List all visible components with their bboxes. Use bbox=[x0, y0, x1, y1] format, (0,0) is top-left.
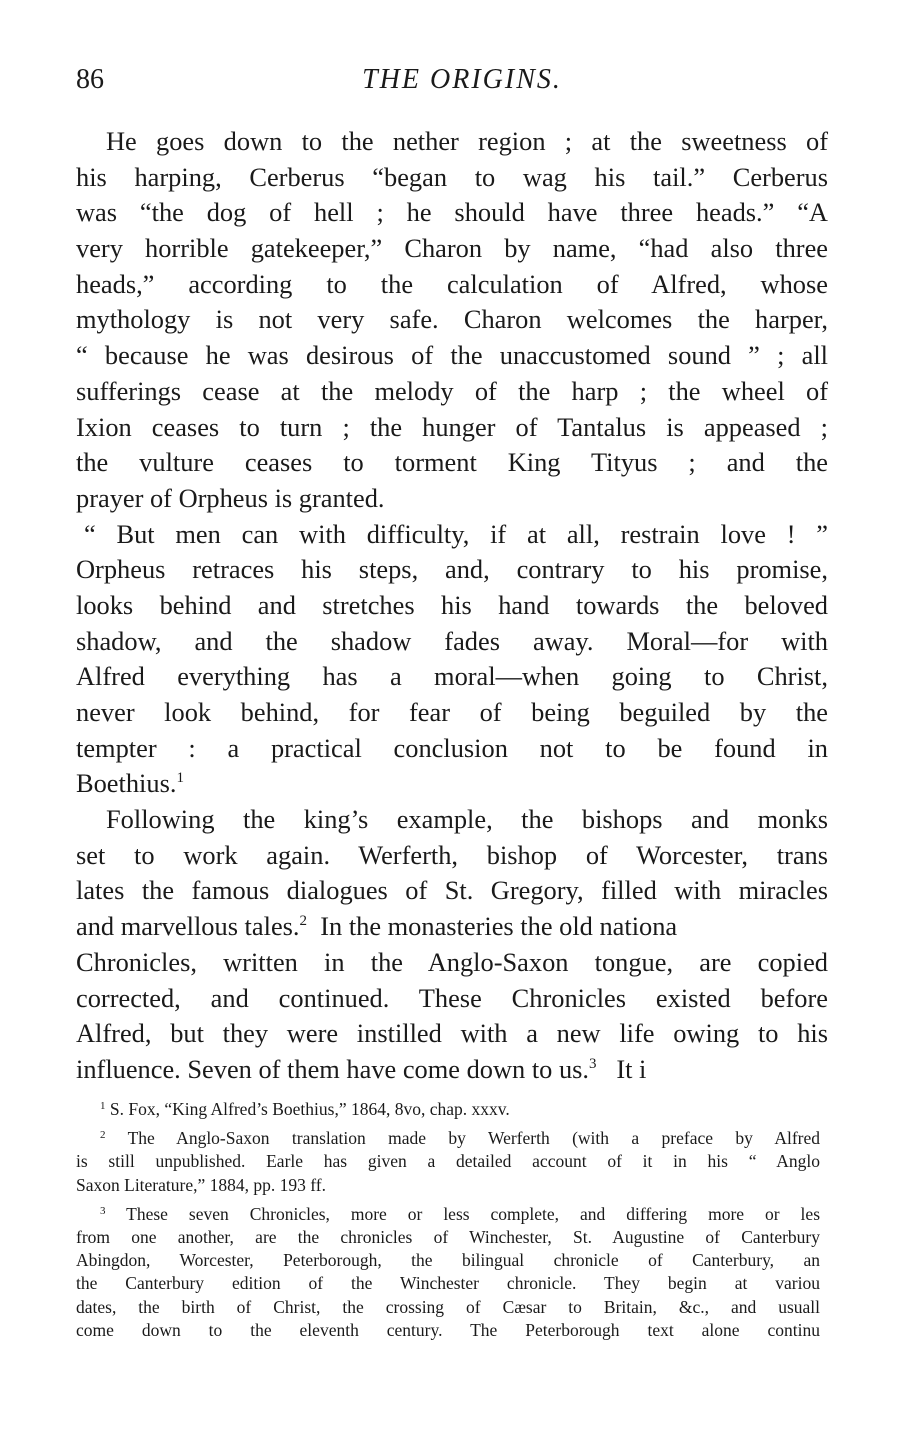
text-line: very horrible gatekeeper,” Charon by name, “had also three bbox=[76, 233, 828, 264]
footnote-1 bbox=[76, 1098, 820, 1121]
text-line: looks behind and stretches his hand towards the beloved bbox=[76, 589, 828, 620]
text-fragment: It i bbox=[616, 1053, 647, 1084]
text-line bbox=[76, 909, 828, 945]
text-line: his harping, Cerberus “began to wag his tail.” Cerberus bbox=[76, 161, 828, 192]
footnote-line: come down to the eleventh century. The Peterborough text alone continu bbox=[76, 1319, 820, 1340]
text-line: lates the famous dialogues of St. Gregory, filled with miracles bbox=[76, 875, 828, 906]
footnote-text: These seven Chronicles, more or less complete, and differing more or les bbox=[126, 1203, 820, 1224]
footnote-2 bbox=[76, 1127, 820, 1150]
page-header bbox=[76, 64, 828, 104]
footnote-line: Abingdon, Worcester, Peterborough, the bilingual chronicle of Canterbury, an bbox=[76, 1250, 820, 1271]
footnote-ref: 2 bbox=[299, 913, 308, 930]
footnotes bbox=[76, 1098, 820, 1342]
footnote-ref: 1 bbox=[176, 770, 184, 787]
text-line: mythology is not very safe. Charon welcomes the harper, bbox=[76, 304, 828, 335]
text-line: Ixion ceases to turn ; the hunger of Tantalus is appeased ; bbox=[76, 411, 828, 442]
text-line: set to work again. Werferth, bishop of Worcester, trans bbox=[76, 839, 828, 870]
text-line bbox=[76, 766, 828, 802]
text-line: was “the dog of hell ; he should have three heads.” “A bbox=[76, 197, 828, 228]
text-line: Orpheus retraces his steps, and, contrary to his promise, bbox=[76, 554, 828, 585]
text-line bbox=[76, 1052, 828, 1088]
text-fragment: influence. Seven of them have come down to us. bbox=[76, 1053, 590, 1084]
text-line: Chronicles, written in the Anglo-Saxon tongue, are copied bbox=[76, 946, 828, 977]
text-line: Alfred everything has a moral—when going to Christ, bbox=[76, 661, 828, 692]
text-line: “ But men can with difficulty, if at all, restrain love ! ” bbox=[84, 518, 828, 549]
footnote-marker: 3 bbox=[100, 1204, 106, 1217]
text-line: Following the king’s example, the bishops and monks bbox=[106, 804, 828, 835]
text-line: He goes down to the nether region ; at the sweetness of bbox=[106, 126, 828, 156]
footnote-line: the Canterbury edition of the Winchester chronicle. They begin at variou bbox=[76, 1273, 820, 1294]
text-line: shadow, and the shadow fades away. Moral—for with bbox=[76, 625, 828, 656]
footnote-text: S. Fox, “King Alfred’s Boethius,” 1864, 8vo, chap. xxxv. bbox=[109, 1099, 510, 1119]
text-line: never look behind, for fear of being beguiled by the bbox=[76, 697, 828, 727]
text-line: “ because he was desirous of the unaccustomed sound ” ; all bbox=[76, 340, 828, 371]
text-fragment bbox=[307, 911, 320, 941]
footnote-3 bbox=[76, 1203, 820, 1226]
footnote-line: is still unpublished. Earle has given a detailed account of it in his “ Anglo bbox=[76, 1151, 820, 1172]
footnote-line: Saxon Literature,” 1884, pp. 193 ff. bbox=[76, 1174, 326, 1195]
main-text bbox=[76, 124, 828, 1088]
page-number: 86 bbox=[76, 64, 104, 95]
footnote-ref: 3 bbox=[589, 1055, 597, 1072]
text-fragment: Boethius. bbox=[76, 768, 177, 799]
text-line: Alfred, but they were instilled with a new life owing to his bbox=[76, 1018, 828, 1049]
footnote-text: The Anglo-Saxon translation made by Werferth (with a preface by Alfred bbox=[127, 1128, 820, 1149]
text-line: corrected, and continued. These Chronicles existed before bbox=[76, 982, 828, 1013]
text-fragment: and marvellous tales. bbox=[76, 911, 300, 942]
footnote-marker: 2 bbox=[100, 1129, 106, 1142]
footnote-line: from one another, are the chronicles of Winchester, St. Augustine of Canterbury bbox=[76, 1226, 820, 1247]
text-line: tempter : a practical conclusion not to be found in bbox=[76, 732, 828, 763]
text-fragment: In the monasteries the old nationa bbox=[320, 911, 678, 942]
text-fragment bbox=[597, 1054, 617, 1084]
text-line: the vulture ceases to torment King Tityus ; and the bbox=[76, 447, 828, 478]
text-line: heads,” according to the calculation of Alfred, whose bbox=[76, 268, 828, 299]
running-title: THE ORIGINS. bbox=[362, 64, 562, 95]
footnote-marker: 1 bbox=[100, 1100, 106, 1112]
text-line: sufferings cease at the melody of the harp ; the wheel of bbox=[76, 375, 828, 406]
footnote-line: dates, the birth of Christ, the crossing of Cæsar to Britain, &c., and usuall bbox=[76, 1296, 820, 1317]
text-line: prayer of Orpheus is granted. bbox=[76, 482, 385, 513]
